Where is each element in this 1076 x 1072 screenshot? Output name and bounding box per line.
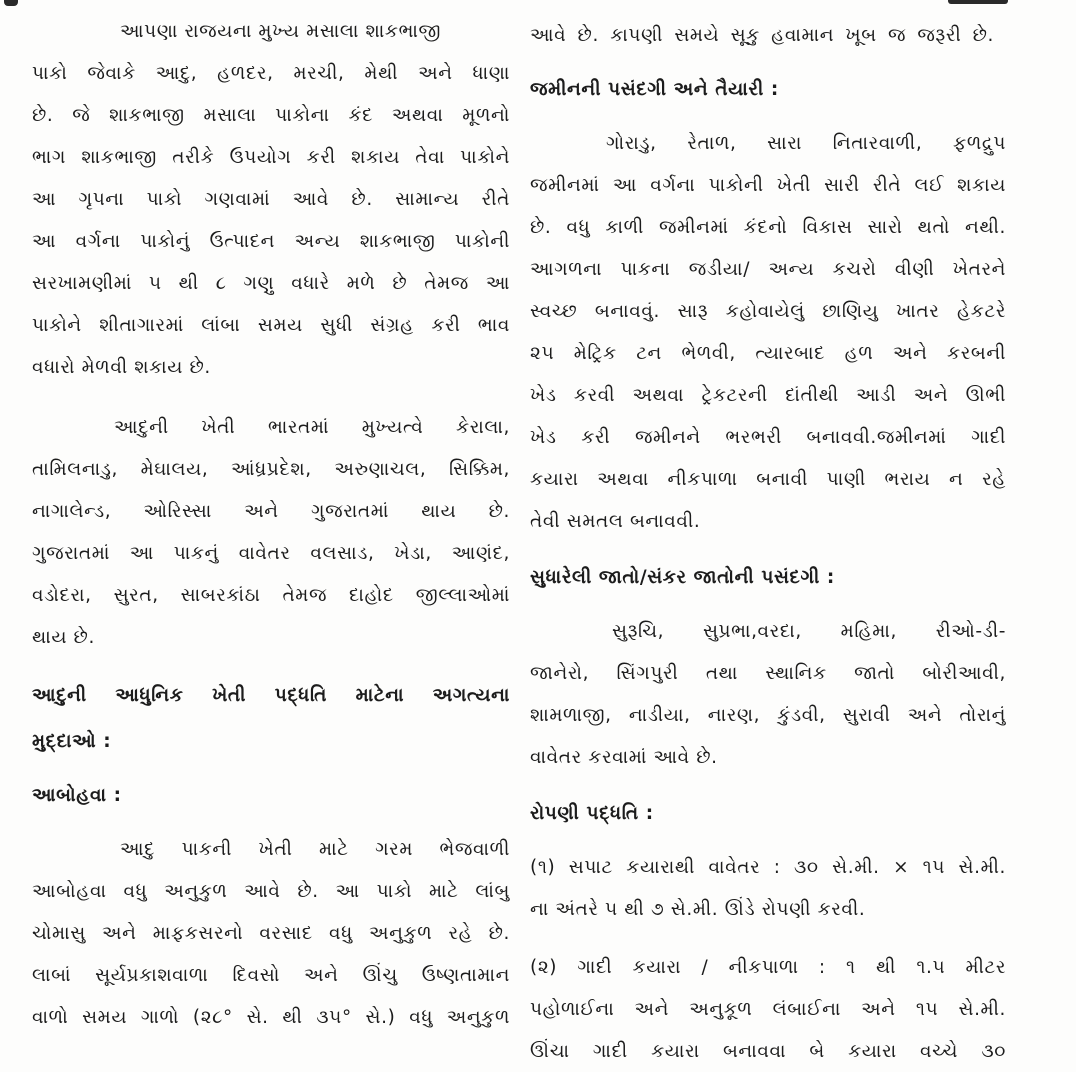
text-line: પાકોને શીતાગારમાં લાંબા સમય સુધી સંગ્રહ કરી ભાવ [32,315,510,336]
text-line: સરખામણીમાં ૫ થી ૮ ગણુ વધારે મળે છે તેમજ આ [32,273,510,294]
text-line: ખેડ કરવી અથવા ટ્રેકટરની દાંતીથી આડી અને ઊભી [530,385,1006,406]
text-line: ૨૫ મેટ્રિક ટન ભેળવી, ત્યારબાદ હળ અને કરબની [530,343,1006,364]
text-line: (૨) ગાદી કયારા / નીકપાળા : ૧ થી ૧.૫ મીટર [530,957,1006,978]
text-line: (૧) સપાટ કયારાથી વાવેતર : ૩૦ સે.મી. × ૧૫ સે.મી. [530,857,1006,878]
text-line: વાળો સમય ગાળો (૨૮° સે. થી ૩૫° સે.) વધુ અનુકુળ [32,1007,510,1028]
text-line: ગોરાડુ, રેતાળ, સારા નિતારવાળી, ફળદ્રુપ [606,133,1006,154]
section-heading: મુદ્દાઓ : [32,731,112,752]
text-line: ના અંતરે ૫ થી ૭ સે.મી. ઊંડે રોપણી કરવી. [530,899,866,920]
text-line: ચોમાસુ અને માફકસરનો વરસાદ વધુ અનુકુળ રહે છે. [32,923,510,944]
text-line: જાનેરો, સિંગપુરી તથા સ્થાનિક જાતો બોરીઆવી, [530,663,1006,684]
text-line: નાગાલેન્ડ, ઓરિસ્સા અને ગુજરાતમાં થાય છે. [32,501,510,522]
text-line: ઊંચા ગાદી કયારા બનાવવા બે કયારા વચ્ચે ૩૦ [530,1041,1006,1062]
text-line: સ્વચ્છ બનાવવું. સારૂ કહોવાયેલું છાણિયુ ખાતર હેકટરે [530,301,1006,322]
text-line: આબોહવા વધુ અનુકુળ આવે છે. આ પાકો માટે લાંબુ [32,881,510,902]
text-line: વાવેતર કરવામાં આવે છે. [530,747,718,768]
text-line: પહોળાઈના અને અનુકૂળ લંબાઈના અને ૧૫ સે.મી. [530,999,1006,1020]
text-line: વડોદરા, સુરત, સાબરકાંઠા તેમજ દાહોદ જીલ્લાઓમાં [32,585,510,606]
text-line: કયારા અથવા નીકપાળા બનાવી પાણી ભરાય ન રહે [530,469,1006,490]
text-line: વધારો મેળવી શકાય છે. [32,357,211,378]
text-line: આ વર્ગના પાકોનું ઉત્પાદન અન્ય શાકભાજી પાકોની [32,231,510,252]
text-line: સુરૂચિ, સુપ્રભા,વરદા, મહિમા, રીઓ-ડી- [612,621,1006,642]
section-heading: રોપણી પદ્ધતિ : [530,803,654,824]
section-heading: આબોહવા : [32,785,122,806]
text-line: જમીનમાં આ વર્ગના પાકોની ખેતી સારી રીતે લઈ શકાય [530,175,1006,196]
text-line: તેવી સમતલ બનાવવી. [530,511,701,532]
text-line: ગુજરાતમાં આ પાકનું વાવેતર વલસાડ, ખેડા, આણંદ, [32,543,510,564]
page-edge-mark [4,0,18,6]
text-line: છે. જે શાકભાજી મસાલા પાકોના કંદ અથવા મૂળનો [32,105,510,126]
section-heading: સુધારેલી જાતો/સંકર જાતોની પસંદગી : [530,567,835,588]
text-line: ખેડ કરી જમીનને ભરભરી બનાવવી.જમીનમાં ગાદી [530,427,1006,448]
text-line: શામળાજી, નાડીયા, નારણ, કુંડવી, સુરાવી અને તોરાનું [530,705,1006,726]
text-line: આદુ પાકની ખેતી માટે ગરમ ભેજવાળી [120,839,510,860]
text-line: આદુની ખેતી ભારતમાં મુખ્યત્વે કેરાલા, [114,417,510,438]
text-line: છે. વધુ કાળી જમીનમાં કંદનો વિકાસ સારો થતો નથી. [530,217,1006,238]
text-line: આવે છે. કાપણી સમયે સૂકુ હવામાન ખૂબ જ જરૂરી છે. [530,25,994,46]
section-heading: જમીનની પસંદગી અને તૈયારી : [530,79,779,100]
section-heading: આદુની આધુનિક ખેતી પદ્ધતિ માટેના અગત્યના [32,685,510,706]
text-line: લાબાં સૂર્યપ્રકાશવાળા દિવસો અને ઊંચુ ઉષ્ણતામાન [32,965,510,986]
text-line: તામિલનાડુ, મેઘાલય, આંધ્રપ્રદેશ, અરુણાચલ, સિક્કિમ, [32,459,510,480]
text-line: આગળના પાકના જડીયા/ અન્ય કચરો વીણી ખેતરને [530,259,1006,280]
text-line: આ ગૃપના પાકો ગણવામાં આવે છે. સામાન્ય રીતે [32,189,510,210]
page-edge-mark [948,0,1008,4]
text-line: પાકો જેવાકે આદુ, હળદર, મરચી, મેથી અને ધાણા [32,63,510,84]
text-line: આપણા રાજયના મુખ્ય મસાલા શાકભાજી [120,21,442,42]
text-line: ભાગ શાકભાજી તરીકે ઉપયોગ કરી શકાય તેવા પાકોને [32,147,510,168]
text-line: થાય છે. [32,627,95,648]
